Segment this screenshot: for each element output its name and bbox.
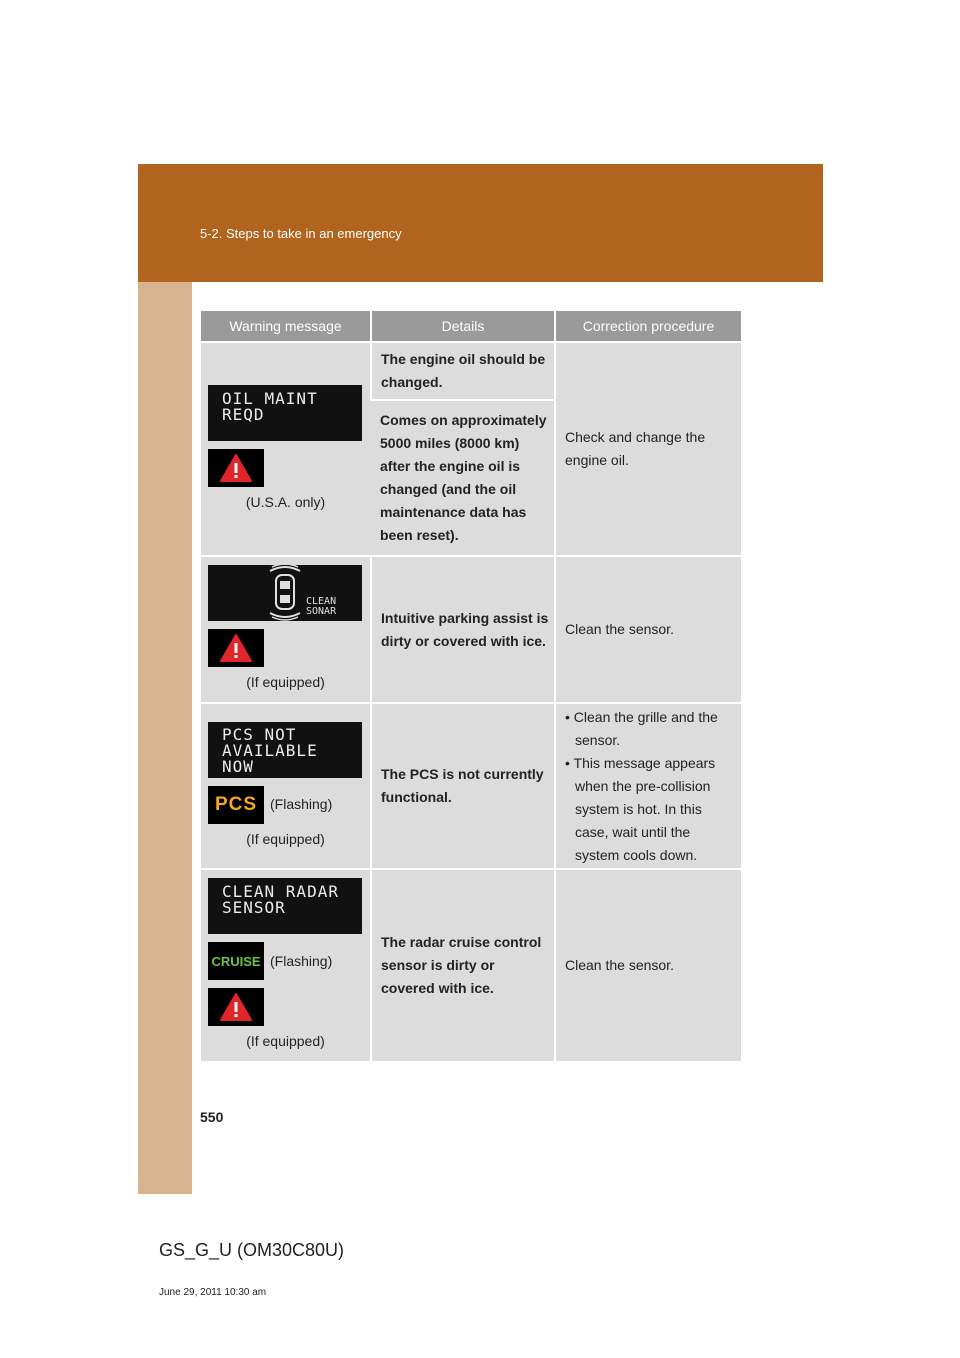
details-cell: The engine oil should be changed. xyxy=(371,342,555,400)
pcs-indicator-icon: PCS xyxy=(208,786,264,824)
display-line: REQD xyxy=(222,404,265,424)
caption: (If equipped) xyxy=(246,830,325,847)
parking-sensor-icon xyxy=(208,565,362,621)
warning-message-cell xyxy=(201,703,371,869)
procedure-cell: Check and change the engine oil. xyxy=(555,342,741,556)
section-title: 5-2. Steps to take in an emergency xyxy=(200,226,402,241)
warning-triangle-icon xyxy=(208,449,264,487)
display-screen xyxy=(208,722,362,778)
display-line: SONAR xyxy=(306,606,337,617)
display-line: AVAILABLE xyxy=(222,740,318,760)
table-row xyxy=(201,556,741,703)
display-line: PCS NOT xyxy=(222,724,297,744)
warning-message-cell xyxy=(201,556,371,703)
table-row xyxy=(201,869,741,1061)
details-cell: The PCS is not currently functional. xyxy=(371,703,555,869)
display-line: SENSOR xyxy=(222,898,286,917)
display-line: CLEAN xyxy=(306,596,337,607)
table-row xyxy=(201,703,741,869)
procedure-cell: Clean the sensor. xyxy=(555,869,741,1061)
column-header-details: Details xyxy=(371,311,555,342)
warning-triangle-icon xyxy=(208,629,264,667)
caption: (U.S.A. only) xyxy=(245,493,326,510)
details-cell: The radar cruise control sensor is dirty or covered with ice. xyxy=(371,869,555,1061)
caption: (If equipped) xyxy=(246,1033,325,1049)
table-header-row xyxy=(201,311,741,342)
flashing-note: (Flashing) xyxy=(270,796,333,812)
list-item: • Clean the grille and the sensor. xyxy=(565,708,718,748)
column-header-warning-message: Warning message xyxy=(201,311,371,342)
details-cell: Comes on approximately 5000 miles (8000 km) after the engine oil is changed (and the oil maintenance data has been reset). xyxy=(371,400,555,556)
display-line: OIL MAINT xyxy=(222,388,318,408)
procedure-cell xyxy=(555,703,741,869)
page-number: 550 xyxy=(200,1109,224,1125)
footer-document-code: GS_G_U (OM30C80U) xyxy=(159,1240,345,1260)
warning-message-cell xyxy=(201,869,371,1061)
flashing-note: (Flashing) xyxy=(270,952,333,969)
cruise-indicator-icon: CRUISE xyxy=(208,942,264,980)
display-screen xyxy=(208,565,362,621)
list-item: • This message appears when the pre-collision system is hot. In this case, wait until the system cools down. xyxy=(565,754,716,863)
warning-message-cell xyxy=(201,342,371,556)
table-row xyxy=(201,342,741,400)
side-tab-band xyxy=(138,282,192,1194)
warning-triangle-icon xyxy=(208,988,264,1026)
display-screen xyxy=(208,878,362,934)
display-screen xyxy=(208,385,362,441)
warning-table xyxy=(201,311,741,1061)
footer-date: June 29, 2011 10:30 am xyxy=(159,1287,267,1298)
display-line: NOW xyxy=(222,756,254,776)
caption: (If equipped) xyxy=(246,674,325,690)
details-cell: Intuitive parking assist is dirty or covered with ice. xyxy=(371,556,555,703)
procedure-cell: Clean the sensor. xyxy=(555,556,741,703)
procedure-bullet-list xyxy=(565,706,737,867)
column-header-correction-procedure: Correction procedure xyxy=(555,311,741,342)
header-band xyxy=(138,164,823,282)
display-line: CLEAN RADAR xyxy=(222,882,339,901)
